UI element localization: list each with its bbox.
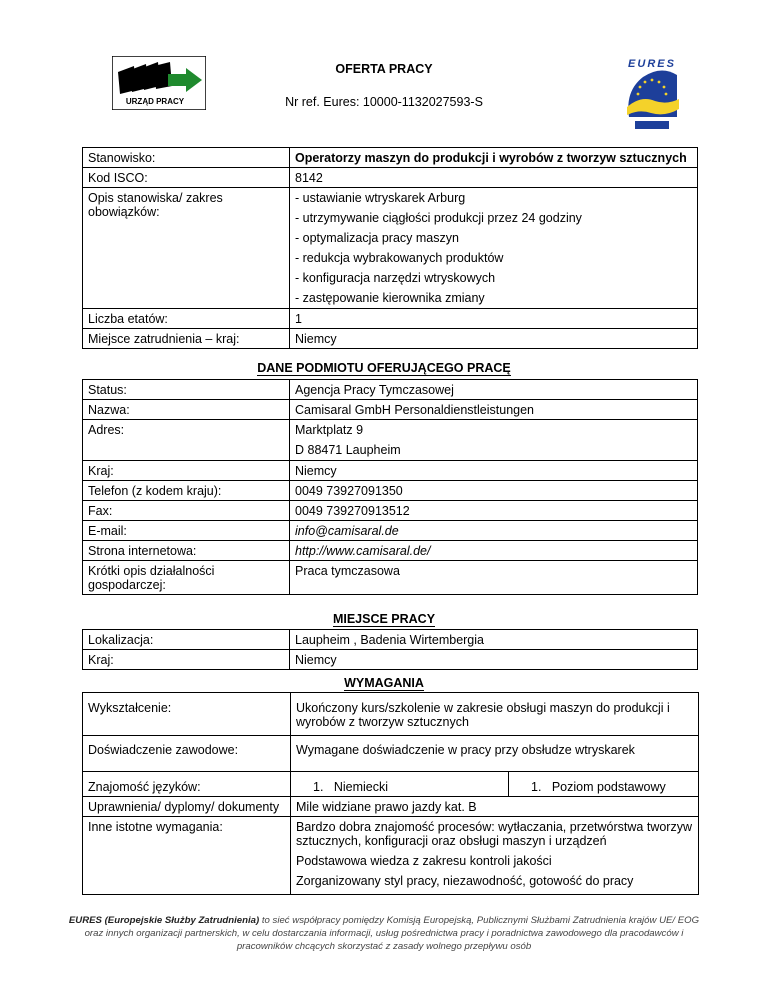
isco-value: 8142 [290, 168, 698, 188]
eures-logo [621, 55, 683, 133]
position-label: Stanowisko: [83, 148, 290, 168]
workplace-country-label: Kraj: [83, 650, 290, 670]
address-line: Marktplatz 9 [290, 420, 698, 441]
name-value: Camisaral GmbH Personaldienstleistungen [290, 400, 698, 420]
requirements-table [82, 692, 699, 895]
duty-item: - utrzymywanie ciągłości produkcji przez 24 godziny [290, 208, 698, 228]
address-label: Adres: [83, 420, 290, 461]
duty-item: - konfiguracja narzędzi wtryskowych [290, 268, 698, 288]
offer-table [82, 147, 698, 349]
other-requirement: Zorganizowany styl pracy, niezawodność, gotowość do pracy [291, 871, 699, 895]
education-value: Ukończony kurs/szkolenie w zakresie obsługi maszyn do produkcji i wyrobów z tworzyw sztucznych [291, 693, 699, 736]
footer-bold: EURES (Europejskie Służby Zatrudnienia) [68, 915, 260, 926]
country-label: Kraj: [83, 461, 290, 481]
svg-text:URZĄD PRACY: URZĄD PRACY [125, 97, 185, 106]
status-label: Status: [83, 380, 290, 400]
count-value: 1 [290, 309, 698, 329]
fax-label: Fax: [83, 501, 290, 521]
experience-label: Doświadczenie zawodowe: [83, 736, 291, 772]
footer-note [60, 914, 708, 953]
licenses-label: Uprawnienia/ dyplomy/ dokumenty [83, 797, 291, 817]
employer-table [82, 379, 698, 595]
country-value: Niemcy [290, 461, 698, 481]
other-requirement: Bardzo dobra znajomość procesów: wytłaczania, przetwórstwa tworzyw sztucznych, konfiguracji oraz obsługi maszyn i urządzeń [291, 817, 699, 852]
workplace-country-value: Niemcy [290, 650, 698, 670]
email-label: E-mail: [83, 521, 290, 541]
place-value: Niemcy [290, 329, 698, 349]
page-title: OFERTA PRACY [335, 62, 433, 76]
place-label: Miejsce zatrudnienia – kraj: [83, 329, 290, 349]
language-level: 1. Poziom podstawowy [509, 772, 699, 797]
employer-heading: DANE PODMIOTU OFERUJĄCEGO PRACĘ [257, 361, 511, 375]
duty-item: - optymalizacja pracy maszyn [290, 228, 698, 248]
activity-label: Krótki opis działalności gospodarczej: [83, 561, 290, 595]
location-value: Laupheim , Badenia Wirtembergia [290, 630, 698, 650]
requirements-heading: WYMAGANIA [344, 676, 424, 690]
other-requirements-label: Inne istotne wymagania: [83, 817, 291, 895]
workplace-heading: MIEJSCE PRACY [332, 612, 436, 626]
languages-label: Znajomość języków: [83, 772, 291, 797]
phone-value: 0049 73927091350 [290, 481, 698, 501]
isco-label: Kod ISCO: [83, 168, 290, 188]
other-requirement: Podstawowa wiedza z zakresu kontroli jakości [291, 851, 699, 871]
status-value: Agencja Pracy Tymczasowej [290, 380, 698, 400]
licenses-value: Mile widziane prawo jazdy kat. B [291, 797, 699, 817]
website-link[interactable]: http://www.camisaral.de/ [290, 541, 698, 561]
phone-label: Telefon (z kodem kraju): [83, 481, 290, 501]
name-label: Nazwa: [83, 400, 290, 420]
activity-value: Praca tymczasowa [290, 561, 698, 595]
footer-text: to sieć współpracy pomiędzy Komisją Europejską, Publicznymi Służbami Zatrudnienia krajów UE/ EOG oraz innych organizacji partnerskich, w celu dostarczania informacji, usług pośrednictwa pracy i poradnictwa zawodowego dla pracodawców i pracowników chcących skorzystać z zasady wolnego przepływu osób [84, 915, 700, 952]
duty-item: - redukcja wybrakowanych produktów [290, 248, 698, 268]
reference-number: Nr ref. Eures: 10000-1132027593-S [285, 95, 483, 109]
location-label: Lokalizacja: [83, 630, 290, 650]
education-label: Wykształcenie: [83, 693, 291, 736]
workplace-table [82, 629, 698, 670]
duty-item: - zastępowanie kierownika zmiany [290, 288, 698, 309]
position-value: Operatorzy maszyn do produkcji i wyrobów z tworzyw sztucznych [290, 148, 698, 168]
email-link[interactable]: info@camisaral.de [290, 521, 698, 541]
fax-value: 0049 739270913512 [290, 501, 698, 521]
web-label: Strona internetowa: [83, 541, 290, 561]
language-value: 1. Niemiecki [291, 772, 509, 797]
experience-value: Wymagane doświadczenie w pracy przy obsłudze wtryskarek [291, 736, 699, 772]
svg-text:EURES: EURES [628, 58, 676, 70]
duty-item: - ustawianie wtryskarek Arburg [290, 188, 698, 209]
address-line: D 88471 Laupheim [290, 440, 698, 461]
count-label: Liczba etatów: [83, 309, 290, 329]
duties-label: Opis stanowiska/ zakres obowiązków: [83, 188, 290, 309]
